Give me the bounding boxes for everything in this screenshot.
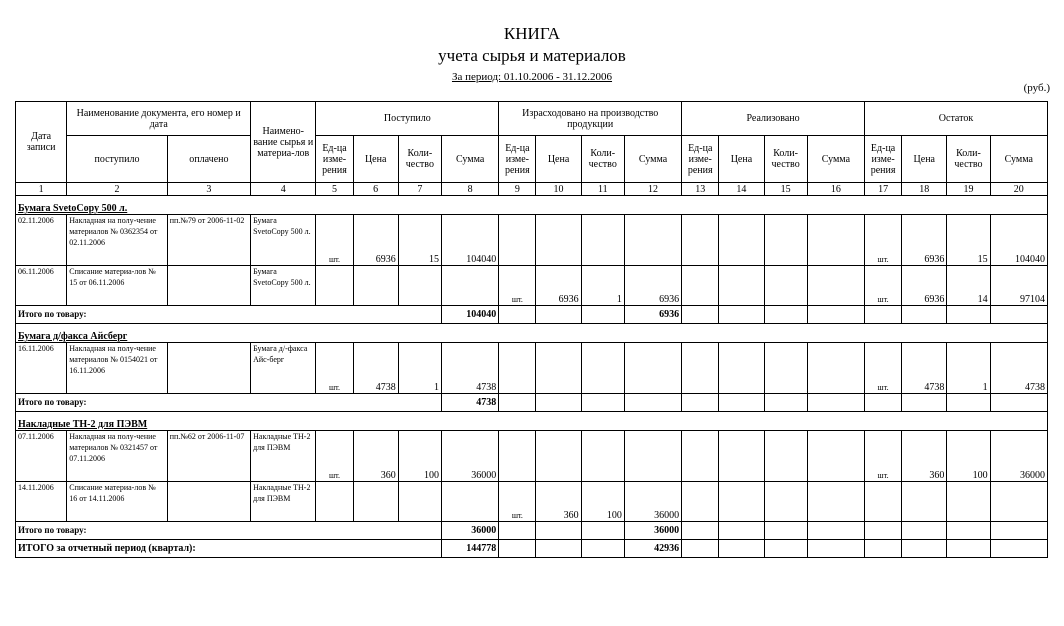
column-number: 16 — [807, 183, 864, 196]
sold-qty — [764, 266, 807, 306]
group-total-label: Итого по товару: — [16, 394, 442, 412]
group-name: Накладные ТН-2 для ПЭВМ — [16, 412, 1048, 431]
group-name: Бумага д/факса Айсберг — [16, 324, 1048, 343]
consumed-price — [536, 431, 581, 482]
header-received: Поступило — [316, 102, 499, 136]
empty-cell — [807, 394, 864, 412]
column-number: 3 — [167, 183, 250, 196]
empty-cell — [865, 306, 902, 324]
header-doc-paid: оплачено — [167, 136, 250, 183]
entry-date: 14.11.2006 — [16, 482, 67, 522]
header-sold-sum: Сумма — [807, 136, 864, 183]
consumed-qty — [581, 215, 624, 266]
remainder-price: 4738 — [902, 343, 947, 394]
document-paid — [167, 482, 250, 522]
remainder-qty: 15 — [947, 215, 990, 266]
grand-total-received: 144778 — [441, 540, 498, 558]
received-sum — [441, 266, 498, 306]
consumed-price — [536, 215, 581, 266]
empty-cell — [947, 306, 990, 324]
sold-unit — [682, 482, 719, 522]
remainder-sum: 4738 — [990, 343, 1047, 394]
consumed-unit: шт. — [499, 266, 536, 306]
header-row-1 — [16, 102, 1048, 136]
sold-sum — [807, 215, 864, 266]
document-title: КНИГА — [503, 24, 561, 43]
group-total-label: Итого по товару: — [16, 522, 442, 540]
sold-qty — [764, 482, 807, 522]
empty-cell — [536, 522, 581, 540]
consumed-unit — [499, 431, 536, 482]
empty-cell — [719, 306, 764, 324]
remainder-sum: 97104 — [990, 266, 1047, 306]
column-number: 6 — [353, 183, 398, 196]
group-name: Бумага SvetoCopy 500 л. — [16, 196, 1048, 215]
entry-date: 16.11.2006 — [16, 343, 67, 394]
header-received-price: Цена — [353, 136, 398, 183]
empty-cell — [581, 306, 624, 324]
column-number: 13 — [682, 183, 719, 196]
received-sum: 4738 — [441, 343, 498, 394]
material-name: Накладные ТН-2 для ПЭВМ — [251, 431, 316, 482]
header-sold-qty: Коли-чество — [764, 136, 807, 183]
empty-cell — [764, 306, 807, 324]
remainder-qty — [947, 482, 990, 522]
entry-date: 06.11.2006 — [16, 266, 67, 306]
sold-unit — [682, 431, 719, 482]
remainder-price — [902, 482, 947, 522]
grand-total-row — [16, 540, 1048, 558]
empty-cell — [902, 394, 947, 412]
document-received: Списание материа-лов № 15 от 06.11.2006 — [67, 266, 167, 306]
sold-price — [719, 431, 764, 482]
group-total-row — [16, 306, 1048, 324]
consumed-sum: 36000 — [624, 482, 681, 522]
consumed-qty: 1 — [581, 266, 624, 306]
materials-ledger-table — [15, 101, 1048, 558]
received-price: 6936 — [353, 215, 398, 266]
remainder-sum — [990, 482, 1047, 522]
header-consumed-price: Цена — [536, 136, 581, 183]
empty-cell — [719, 522, 764, 540]
sold-unit — [682, 215, 719, 266]
group-header-row — [16, 412, 1048, 431]
document-paid: пп.№79 от 2006-11-02 — [167, 215, 250, 266]
group-total-received: 4738 — [441, 394, 498, 412]
material-name: Бумага SvetoCopy 500 л. — [251, 266, 316, 306]
document-received: Списание материа-лов № 16 от 14.11.2006 — [67, 482, 167, 522]
remainder-unit: шт. — [865, 215, 902, 266]
empty-cell — [682, 522, 719, 540]
received-qty: 15 — [398, 215, 441, 266]
header-sold-price: Цена — [719, 136, 764, 183]
empty-cell — [581, 522, 624, 540]
group-total-received: 36000 — [441, 522, 498, 540]
group-total-consumed — [624, 394, 681, 412]
empty-cell — [865, 540, 902, 558]
received-sum — [441, 482, 498, 522]
received-qty — [398, 266, 441, 306]
column-number: 18 — [902, 183, 947, 196]
remainder-qty: 100 — [947, 431, 990, 482]
consumed-qty: 100 — [581, 482, 624, 522]
consumed-unit — [499, 343, 536, 394]
empty-cell — [947, 522, 990, 540]
document-paid — [167, 343, 250, 394]
remainder-price: 6936 — [902, 266, 947, 306]
empty-cell — [581, 394, 624, 412]
table-row — [16, 431, 1048, 482]
empty-cell — [719, 540, 764, 558]
consumed-sum — [624, 431, 681, 482]
sold-price — [719, 215, 764, 266]
empty-cell — [536, 394, 581, 412]
group-total-row — [16, 394, 1048, 412]
material-name: Бумага SvetoCopy 500 л. — [251, 215, 316, 266]
consumed-price: 6936 — [536, 266, 581, 306]
sold-qty — [764, 431, 807, 482]
column-number: 10 — [536, 183, 581, 196]
remainder-unit: шт. — [865, 343, 902, 394]
received-unit: шт. — [316, 215, 353, 266]
consumed-qty — [581, 431, 624, 482]
empty-cell — [947, 540, 990, 558]
group-total-received: 104040 — [441, 306, 498, 324]
group-total-consumed: 36000 — [624, 522, 681, 540]
group-header-row — [16, 324, 1048, 343]
column-number: 7 — [398, 183, 441, 196]
empty-cell — [536, 306, 581, 324]
table-row — [16, 266, 1048, 306]
empty-cell — [719, 394, 764, 412]
header-remainder-price: Цена — [902, 136, 947, 183]
header-date: Дата записи — [16, 102, 67, 183]
sold-unit — [682, 343, 719, 394]
remainder-sum: 104040 — [990, 215, 1047, 266]
header-remainder-sum: Сумма — [990, 136, 1047, 183]
sold-price — [719, 482, 764, 522]
column-number: 8 — [441, 183, 498, 196]
received-qty: 1 — [398, 343, 441, 394]
empty-cell — [807, 306, 864, 324]
received-unit: шт. — [316, 343, 353, 394]
empty-cell — [499, 540, 536, 558]
header-received-unit: Ед-ца изме-рения — [316, 136, 353, 183]
material-name: Бумага д/-факса Айс-берг — [251, 343, 316, 394]
consumed-unit: шт. — [499, 482, 536, 522]
empty-cell — [865, 394, 902, 412]
sold-sum — [807, 266, 864, 306]
empty-cell — [947, 394, 990, 412]
sold-unit — [682, 266, 719, 306]
consumed-qty — [581, 343, 624, 394]
empty-cell — [499, 522, 536, 540]
sold-sum — [807, 482, 864, 522]
empty-cell — [990, 306, 1047, 324]
remainder-unit: шт. — [865, 266, 902, 306]
header-material-name: Наимено-вание сырья и материа-лов — [251, 102, 316, 183]
empty-cell — [902, 522, 947, 540]
document-received: Накладная на полу-чение материалов № 0362354 от 02.11.2006 — [67, 215, 167, 266]
column-number: 20 — [990, 183, 1047, 196]
empty-cell — [682, 540, 719, 558]
empty-cell — [682, 394, 719, 412]
empty-cell — [990, 522, 1047, 540]
empty-cell — [990, 394, 1047, 412]
header-remainder-unit: Ед-ца изме-рения — [865, 136, 902, 183]
empty-cell — [902, 540, 947, 558]
empty-cell — [499, 306, 536, 324]
received-price: 360 — [353, 431, 398, 482]
group-total-label: Итого по товару: — [16, 306, 442, 324]
document-paid — [167, 266, 250, 306]
report-period: За период: 01.10.2006 - 31.12.2006 — [451, 71, 613, 83]
column-number: 17 — [865, 183, 902, 196]
empty-cell — [990, 540, 1047, 558]
material-name: Накладные ТН-2 для ПЭВМ — [251, 482, 316, 522]
empty-cell — [581, 540, 624, 558]
grand-total-consumed: 42936 — [624, 540, 681, 558]
received-sum: 104040 — [441, 215, 498, 266]
header-doc-name: Наименование документа, его номер и дата — [67, 102, 251, 136]
document-received: Накладная на полу-чение материалов № 0154021 от 16.11.2006 — [67, 343, 167, 394]
entry-date: 07.11.2006 — [16, 431, 67, 482]
group-header-row — [16, 196, 1048, 215]
remainder-qty: 1 — [947, 343, 990, 394]
header-doc-received: поступило — [67, 136, 167, 183]
document-subtitle: учета сырья и материалов — [438, 46, 626, 65]
empty-cell — [536, 540, 581, 558]
header-consumed-sum: Сумма — [624, 136, 681, 183]
consumed-sum — [624, 215, 681, 266]
column-number: 14 — [719, 183, 764, 196]
received-unit — [316, 266, 353, 306]
column-number: 5 — [316, 183, 353, 196]
sold-sum — [807, 431, 864, 482]
group-total-row — [16, 522, 1048, 540]
sold-qty — [764, 343, 807, 394]
received-price — [353, 266, 398, 306]
received-sum: 36000 — [441, 431, 498, 482]
column-number: 4 — [251, 183, 316, 196]
empty-cell — [682, 306, 719, 324]
remainder-unit: шт. — [865, 431, 902, 482]
header-received-qty: Коли-чество — [398, 136, 441, 183]
empty-cell — [764, 540, 807, 558]
header-row-2 — [16, 136, 1048, 183]
grand-total-label: ИТОГО за отчетный период (квартал): — [16, 540, 442, 558]
received-price: 4738 — [353, 343, 398, 394]
empty-cell — [764, 522, 807, 540]
sold-qty — [764, 215, 807, 266]
header-remainder: Остаток — [865, 102, 1048, 136]
received-qty — [398, 482, 441, 522]
consumed-unit — [499, 215, 536, 266]
currency-label: (руб.) — [1023, 82, 1050, 94]
header-received-sum: Сумма — [441, 136, 498, 183]
column-number: 19 — [947, 183, 990, 196]
received-price — [353, 482, 398, 522]
document-received: Накладная на полу-чение материалов № 0321457 от 07.11.2006 — [67, 431, 167, 482]
empty-cell — [807, 522, 864, 540]
column-numbers-row — [16, 183, 1048, 196]
header-remainder-qty: Коли-чество — [947, 136, 990, 183]
column-number: 1 — [16, 183, 67, 196]
entry-date: 02.11.2006 — [16, 215, 67, 266]
consumed-price: 360 — [536, 482, 581, 522]
empty-cell — [764, 394, 807, 412]
empty-cell — [902, 306, 947, 324]
consumed-sum: 6936 — [624, 266, 681, 306]
remainder-qty: 14 — [947, 266, 990, 306]
remainder-price: 6936 — [902, 215, 947, 266]
header-sold-unit: Ед-ца изме-рения — [682, 136, 719, 183]
remainder-price: 360 — [902, 431, 947, 482]
column-number: 9 — [499, 183, 536, 196]
empty-cell — [807, 540, 864, 558]
header-sold: Реализовано — [682, 102, 865, 136]
column-number: 15 — [764, 183, 807, 196]
document-paid: пп.№62 от 2006-11-07 — [167, 431, 250, 482]
received-unit: шт. — [316, 431, 353, 482]
header-consumed-qty: Коли-чество — [581, 136, 624, 183]
empty-cell — [865, 522, 902, 540]
remainder-unit — [865, 482, 902, 522]
table-row — [16, 343, 1048, 394]
empty-cell — [499, 394, 536, 412]
table-row — [16, 215, 1048, 266]
table-row — [16, 482, 1048, 522]
header-consumed-unit: Ед-ца изме-рения — [499, 136, 536, 183]
received-unit — [316, 482, 353, 522]
remainder-sum: 36000 — [990, 431, 1047, 482]
group-total-consumed: 6936 — [624, 306, 681, 324]
header-consumed: Израсходовано на производство продукции — [499, 102, 682, 136]
received-qty: 100 — [398, 431, 441, 482]
consumed-sum — [624, 343, 681, 394]
column-number: 12 — [624, 183, 681, 196]
column-number: 11 — [581, 183, 624, 196]
sold-price — [719, 266, 764, 306]
column-number: 2 — [67, 183, 167, 196]
sold-price — [719, 343, 764, 394]
consumed-price — [536, 343, 581, 394]
sold-sum — [807, 343, 864, 394]
